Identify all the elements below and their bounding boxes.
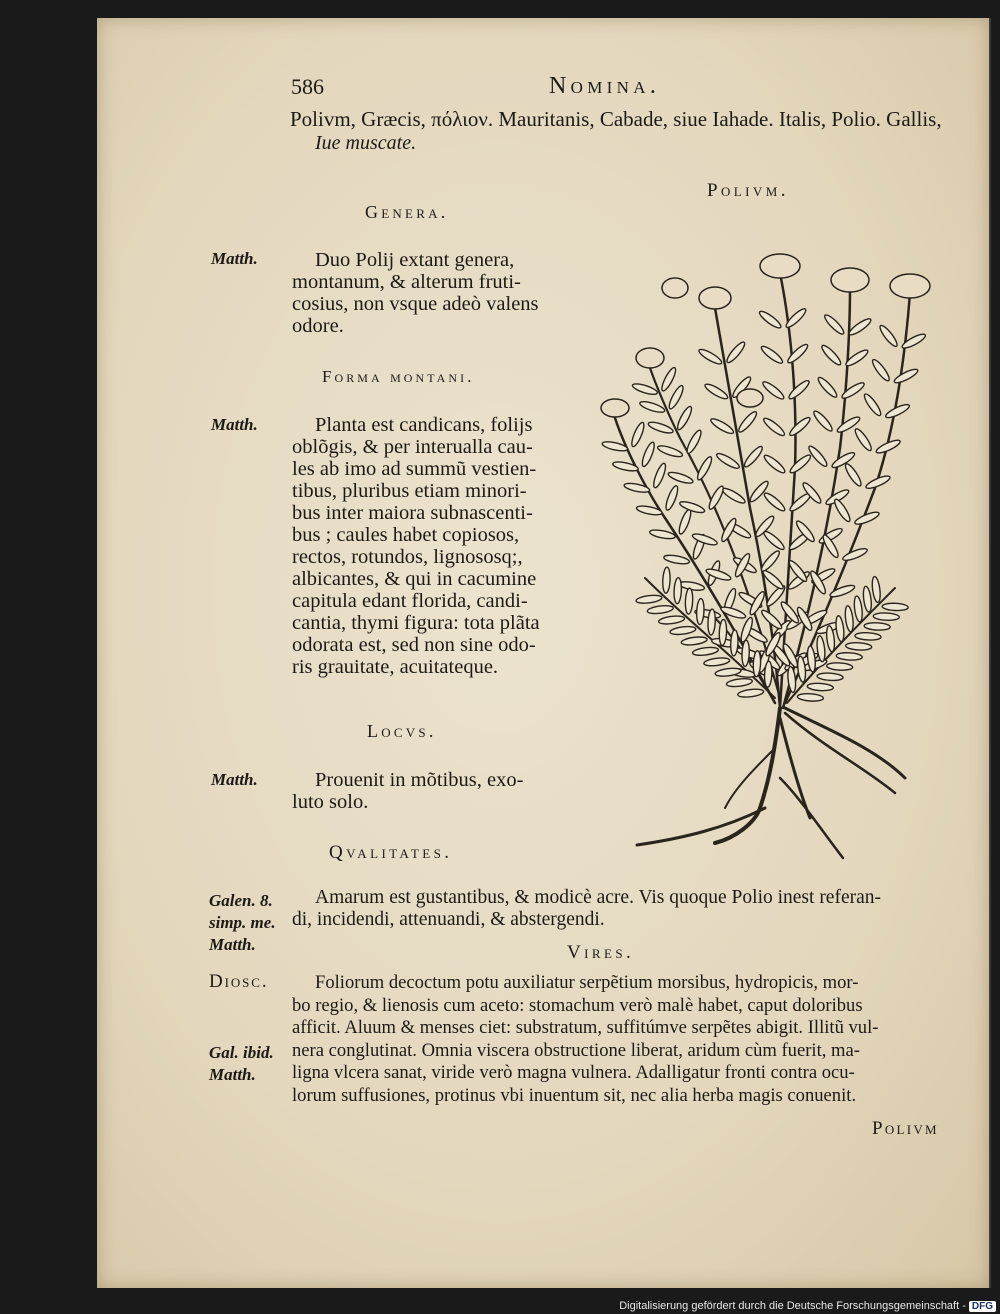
leaf [647,604,674,614]
leaf [658,615,685,625]
text-line: afficit. Aluum & menses ciet: substratum, suffitúmve serpẽtes abigit. Illitũ vul- [292,1017,879,1038]
leaf [631,382,658,397]
leaf [832,497,852,523]
leaf [873,612,899,620]
leaf [878,323,900,348]
leaf [816,375,839,399]
leaf [663,554,690,566]
text-line: ligna vlcera sanat, viride verò magna vulnera. Adalligatur fronti contra ocu- [292,1062,855,1083]
text-line: Prouenit in mõtibus, exo- [315,769,524,791]
leaf [703,657,730,667]
names-line-1: Polivm, Græcis, πόλιον. Mauritanis, Cabade, siue Iahade. Italis, Polio. Gallis, [290,107,942,131]
leaf [840,380,866,400]
leaf [829,583,856,599]
leaf [681,636,708,646]
leaf [817,672,843,681]
leaf [862,586,872,613]
leaf [761,380,786,402]
leaf [864,622,890,630]
margin-note: Matth. [211,415,258,434]
margin-note: simp. me. [209,913,276,932]
forma-text [292,414,540,678]
leaf [742,444,764,468]
leaf [762,416,787,438]
text-line: rectos, rotundos, lignososq;, [292,546,523,568]
leaf [807,683,833,692]
leaf [670,625,697,635]
leaf [623,482,650,494]
leaf [835,615,845,642]
leaf [674,578,682,604]
figure-caption: Polivm. [707,180,789,201]
leaf [677,508,693,535]
text-line: di, incidendi, attenuandi, & abstergendi. [292,909,605,930]
leaf [812,409,835,433]
leaf [762,529,786,552]
section-heading-qualitates: Qvalitates. [329,842,453,863]
vires-text [292,972,878,1107]
genera-text [292,249,539,337]
text-line: odore. [292,315,344,337]
text-line: cosius, non vsque adeò valens [292,293,539,315]
leaf [660,366,678,392]
leaf [816,635,826,662]
section-heading-vires: Vires. [567,942,635,963]
text-line: les ab imo ad summũ vestien- [292,458,537,480]
leaf [696,598,704,624]
leaf [736,410,758,434]
leaf [725,340,747,365]
margin-note: Matth. [211,770,258,789]
leaf [823,313,846,337]
leaf [843,462,863,488]
text-line: ris grauitate, acuitateque. [292,656,499,678]
text-line: albicantes, & qui in cacumine [292,568,537,590]
dfg-logo: DFG [969,1301,996,1312]
leaf [787,378,811,401]
leaf [697,347,723,366]
leaf [664,485,680,512]
leaf [853,596,863,623]
leaf [721,486,747,505]
leaf [853,427,874,452]
leaf [759,344,784,366]
text-line: Duo Polij extant genera, [315,249,515,271]
leaf [884,402,911,420]
polium-plant-woodcut [575,248,955,868]
leaf [826,662,852,671]
section-heading-forma: Forma montani. [322,367,475,386]
text-line: odorata est, sed non sine odo- [292,634,536,656]
leaf [647,420,674,435]
leaf [657,444,684,459]
leaf [847,316,872,337]
leaf [737,688,764,698]
leaf [893,367,919,385]
leaf [667,470,694,485]
text-line: Foliorum decoctum potu auxiliatur serpẽtium morsibus, hydropicis, mor- [315,972,859,993]
leaf [882,603,908,611]
leaf [855,632,881,641]
leaf [703,382,729,401]
text-line: bus inter maiora subnascenti- [292,502,533,524]
leaf [844,605,854,632]
leaf [685,429,704,455]
margin-note: Matth. [209,1065,256,1084]
leaf [695,455,714,481]
leaf [788,453,812,475]
text-line: cantia, thymi figura: tota plãta [292,612,540,634]
leaf [788,415,812,437]
locus-text [292,769,523,813]
leaf [730,630,738,656]
text-line: Planta est candicans, folijs [315,414,533,436]
text-line: tibus, pluribus etiam minori- [292,480,527,502]
leaf [846,642,872,651]
text-line: nera conglutinat. Omnia viscera obstructione liberat, aridum cùm fuerit, ma- [292,1039,860,1061]
margin-note: Matth. [211,249,258,268]
section-heading-genera: Genera. [365,202,449,222]
text-line: luto solo. [292,791,369,813]
leaf [871,576,882,603]
margin-note: Gal. ibid. [209,1043,274,1062]
margin-note: Galen. 8. [209,891,273,910]
leaf [726,677,753,687]
text-line: bus ; caules habet copiosos, [292,524,520,546]
page-number: 586 [291,74,324,99]
catchword: Polivm [872,1118,939,1139]
text-line: oblõgis, & per interualla cau- [292,436,533,458]
leaf [786,342,810,365]
leaf [797,693,823,702]
text-line: bo regio, & lienosis cum aceto: stomachum verò malè habet, caput doloribus [292,994,863,1016]
margin-note: Diosc. [209,971,269,992]
leaf [870,358,891,383]
leaf [836,652,862,661]
text-line: capitula edant florida, candi- [292,590,528,612]
leaf [820,343,843,367]
leaf [636,594,663,604]
leaf [758,309,783,330]
leaf [675,405,694,431]
leaf [640,441,656,468]
footer-text: Digitalisierung gefördert durch die Deutsche Forschungsgemeinschaft - [619,1300,966,1312]
leaf [709,416,735,435]
names-line-2: Iue muscate. [315,132,417,154]
leaf [685,588,693,614]
leaf [679,500,706,515]
leaf [662,567,670,593]
leaf [715,451,741,470]
leaf [759,549,781,573]
text-line: montanum, & alterum fruti- [292,271,521,293]
leaf [762,453,787,475]
leaf [667,384,686,410]
text-line: lorum suffusiones, protinus vbi inuentum sit, nec alia herba magis conuenit. [292,1084,857,1106]
section-heading-locus: Locvs. [367,721,437,741]
book-page [97,18,991,1288]
text-line: Amarum est gustantibus, & modicè acre. Vis quoque Polio inest referan- [315,887,882,908]
leaf [762,491,786,513]
leaf [692,646,719,656]
leaf [862,392,883,417]
leaf [720,605,747,620]
margin-note: Matth. [209,935,256,954]
leaf [612,460,639,472]
leaf [630,421,647,448]
digitization-footer [619,1300,996,1312]
leaf [651,462,667,489]
leaf [842,546,869,562]
running-title: Nomina. [549,73,661,99]
leaf [639,400,666,415]
qualitates-text [292,887,881,931]
